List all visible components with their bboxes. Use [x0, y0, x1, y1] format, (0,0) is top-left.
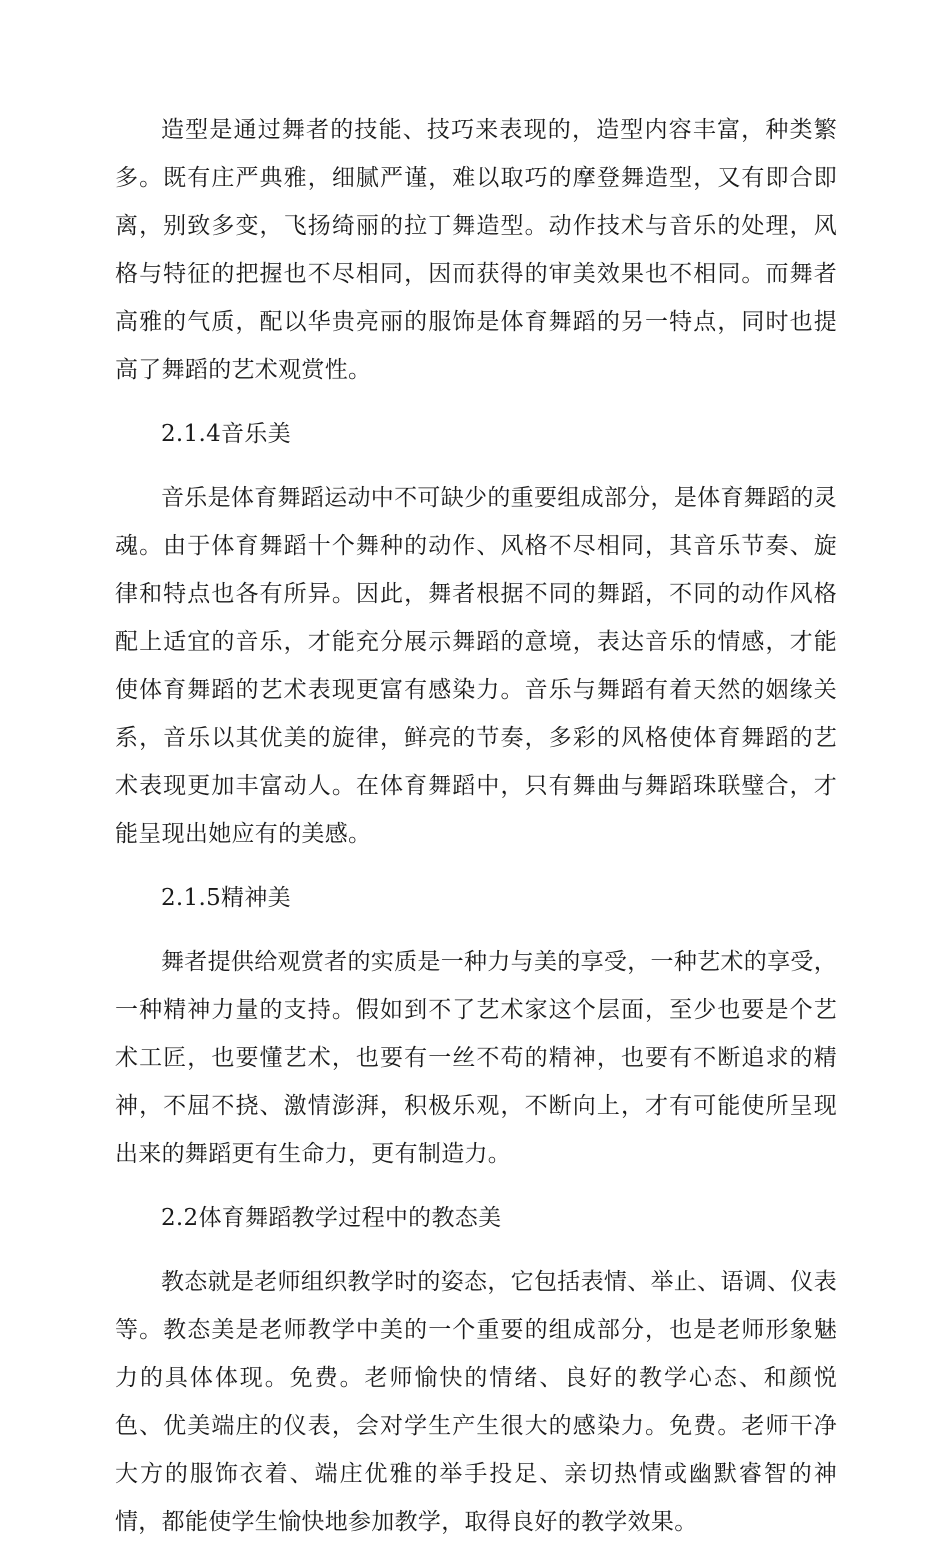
paragraph-teaching-manner: 教态就是老师组织教学时的姿态，它包括表情、举止、语调、仪表等。教态美是老师教学中美的一个重要的组成部分，也是老师形象魅力的具体体现。免费。老师愉快的情绪、良好的教学心态、和颜悦色、优美端庄的仪表，会对学生产生很大的感染力。免费。老师干净大方的服饰衣着、端庄优雅的举手投足、亲切热情或幽默睿智的神情，都能使学生愉快地参加教学，取得良好的教学效果。	[115, 1269, 837, 1535]
paragraph-music-beauty: 音乐是体育舞蹈运动中不可缺少的重要组成部分，是体育舞蹈的灵魂。由于体育舞蹈十个舞种的动作、风格不尽相同，其音乐节奏、旋律和特点也各有所异。因此，舞者根据不同的舞蹈，不同的动作风格配上适宜的音乐，才能充分展示舞蹈的意境，表达音乐的情感，才能使体育舞蹈的艺术表现更富有感染力。音乐与舞蹈有着天然的姻缘关系，音乐以其优美的旋律，鲜亮的节奏，多彩的风格使体育舞蹈的艺术表现更加丰富动人。在体育舞蹈中，只有舞曲与舞蹈珠联璧合，才能呈现出她应有的美感。	[115, 485, 837, 847]
section-heading-spirit-beauty: 2.1.5精神美	[161, 885, 291, 911]
paragraph-spirit-beauty: 舞者提供给观赏者的实质是一种力与美的享受，一种艺术的享受，一种精神力量的支持。假如到不了艺术家这个层面，至少也要是个艺术工匠，也要懂艺术，也要有一丝不苟的精神，也要有不断追求的精神，不屈不挠、激情澎湃，积极乐观，不断向上，才有可能使所呈现出来的舞蹈更有生命力，更有制造力。	[115, 949, 837, 1167]
section-heading-music-beauty: 2.1.4音乐美	[161, 421, 291, 447]
section-heading-teaching-manner: 2.2体育舞蹈教学过程中的教态美	[161, 1205, 502, 1231]
paragraph-modeling-beauty: 造型是通过舞者的技能、技巧来表现的，造型内容丰富，种类繁多。既有庄严典雅，细腻严谨，难以取巧的摩登舞造型，又有即合即离，别致多变，飞扬绮丽的拉丁舞造型。动作技术与音乐的处理，风格与特征的把握也不尽相同，因而获得的审美效果也不相同。而舞者高雅的气质，配以华贵亮丽的服饰是体育舞蹈的另一特点，同时也提高了舞蹈的艺术观赏性。	[115, 117, 837, 383]
